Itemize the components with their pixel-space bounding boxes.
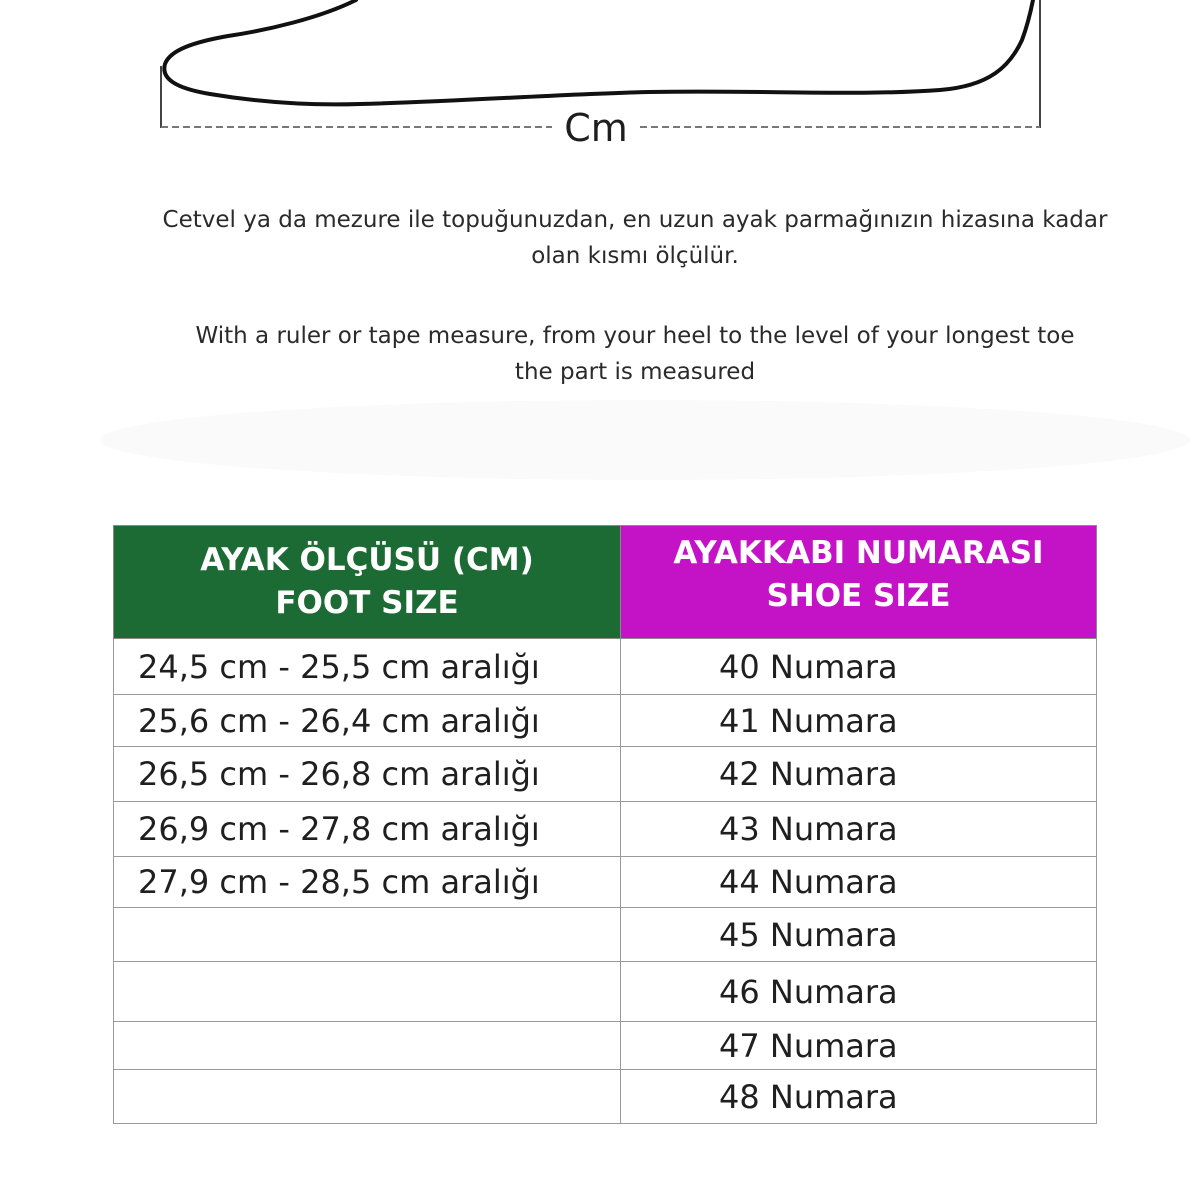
instruction-turkish-line: olan kısmı ölçülür. xyxy=(531,243,739,269)
measure-unit-label: Cm xyxy=(555,104,637,152)
instruction-english xyxy=(60,318,1200,390)
shoe-size-cell: 40 Numara xyxy=(621,639,1097,695)
shoe-size-cell: 46 Numara xyxy=(621,962,1097,1022)
foot-size-cell xyxy=(114,908,621,962)
instruction-turkish-line: Cetvel ya da mezure ile topuğunuzdan, en uzun ayak parmağınızın hizasına kadar xyxy=(162,207,1108,233)
table-row xyxy=(114,747,1097,802)
instruction-turkish xyxy=(60,202,1200,274)
foot-size-cell xyxy=(114,962,621,1022)
shoe-size-cell: 48 Numara xyxy=(621,1070,1097,1124)
table-row xyxy=(114,962,1097,1022)
shoe-size-header xyxy=(621,526,1097,639)
table-row xyxy=(114,802,1097,857)
shoe-size-cell: 47 Numara xyxy=(621,1022,1097,1070)
foot-size-cell: 27,9 cm - 28,5 cm aralığı xyxy=(114,857,621,908)
table-row xyxy=(114,695,1097,747)
shoe-size-header-line: AYAKKABI NUMARASI xyxy=(673,535,1044,571)
instruction-english-line: With a ruler or tape measure, from your heel to the level of your longest toe xyxy=(195,323,1075,349)
shoe-size-cell: 43 Numara xyxy=(621,802,1097,857)
instruction-english-line: the part is measured xyxy=(514,359,756,385)
table-row xyxy=(114,1022,1097,1070)
table-row xyxy=(114,857,1097,908)
foot-size-cell: 26,5 cm - 26,8 cm aralığı xyxy=(114,747,621,802)
table-row xyxy=(114,908,1097,962)
foot-size-header-line: FOOT SIZE xyxy=(275,585,459,621)
table-row xyxy=(114,1070,1097,1124)
shoe-size-cell: 44 Numara xyxy=(621,857,1097,908)
shoe-size-header-line: SHOE SIZE xyxy=(766,578,951,614)
table-row xyxy=(114,639,1097,695)
shoe-size-cell: 45 Numara xyxy=(621,908,1097,962)
background-smudge xyxy=(100,400,1190,480)
foot-size-header-line: AYAK ÖLÇÜSÜ (CM) xyxy=(200,542,534,578)
shoe-size-cell: 42 Numara xyxy=(621,747,1097,802)
foot-size-cell xyxy=(114,1070,621,1124)
shoe-size-cell: 41 Numara xyxy=(621,695,1097,747)
foot-size-header xyxy=(114,526,621,639)
size-conversion-table xyxy=(113,525,1097,1124)
foot-size-cell: 24,5 cm - 25,5 cm aralığı xyxy=(114,639,621,695)
foot-size-cell xyxy=(114,1022,621,1070)
table-header-row xyxy=(114,526,1097,639)
foot-size-cell: 25,6 cm - 26,4 cm aralığı xyxy=(114,695,621,747)
foot-size-cell: 26,9 cm - 27,8 cm aralığı xyxy=(114,802,621,857)
